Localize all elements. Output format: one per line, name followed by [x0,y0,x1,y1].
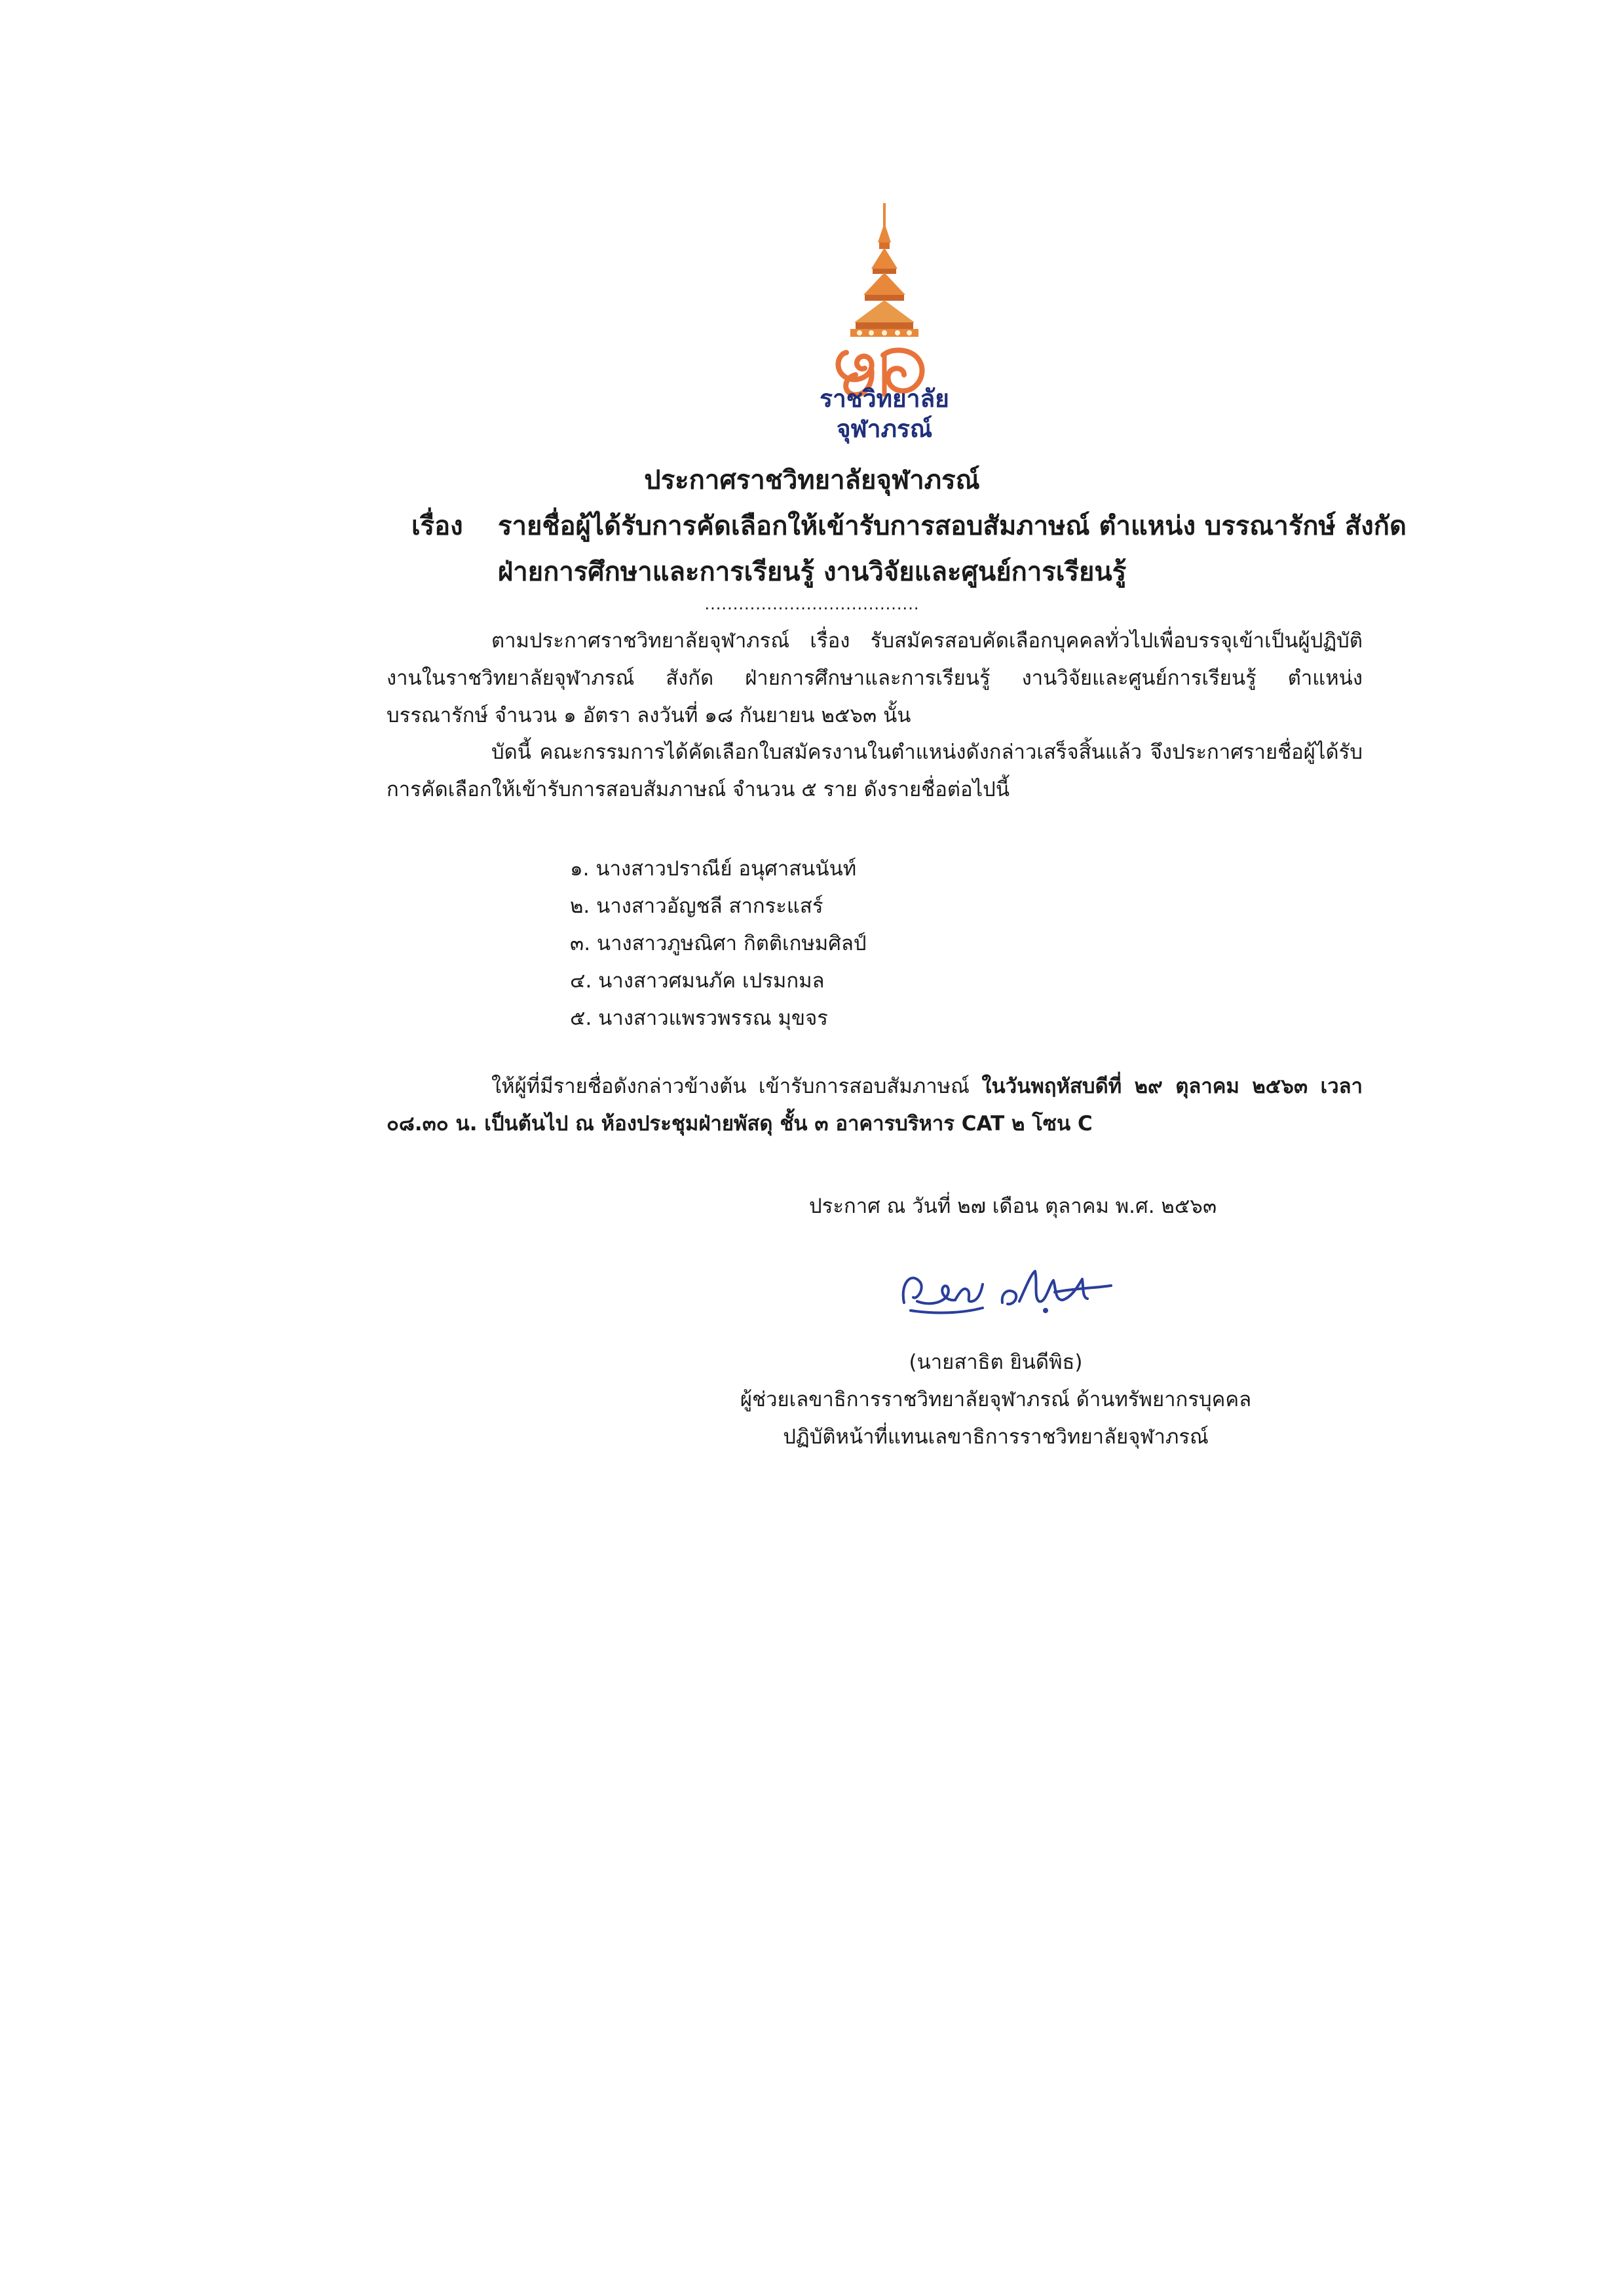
list-item: ๕. นางสาวแพรวพรรณ มุขจร [570,1006,828,1030]
announcement-date: ประกาศ ณ วันที่ ๒๗ เดือน ตุลาคม พ.ศ. ๒๕๖๓ [809,1195,1217,1218]
list-item: ๔. นางสาวศมนภัค เปรมกมล [570,969,825,993]
paragraph-result [387,734,1363,809]
paragraph-result-text: บัดนี้ คณะกรรมการได้คัดเลือกใบสมัครงานในตำแหน่งดังกล่าวเสร็จสิ้นแล้ว จึงประกาศรายชื่อผู้ได้รับการคัดเลือกให้เข้ารับการสอบสัมภาษณ์ จำนวน ๕ ราย ดังรายชื่อต่อไปนี้ [387,740,1363,801]
subject-label: เรื่อง [411,511,463,541]
logo-text-line1: ราชวิทยาลัย [820,385,949,413]
paragraph-interview-schedule [387,1068,1363,1143]
candidate-list [570,851,867,1037]
list-item: ๓. นางสาวภูษณิศา กิตติเกษมศิลป์ [570,932,867,955]
paragraph-interview-text: ให้ผู้ที่มีรายชื่อดังกล่าวข้างต้น เข้ารับการสอบสัมภาษณ์ [491,1075,982,1098]
paragraph-reference [387,622,1363,735]
list-item: ๒. นางสาวอัญชลี สากระแสร์ [570,894,823,918]
subject-line-1: รายชื่อผู้ได้รับการคัดเลือกให้เข้ารับการสอบสัมภาษณ์ ตำแหน่ง บรรณารักษ์ สังกัด [498,511,1407,541]
list-item: ๑. นางสาวปราณีย์ อนุศาสนนันท์ [570,857,857,881]
subject-line-2: ฝ่ายการศึกษาและการเรียนรู้ งานวิจัยและศูนย์การเรียนรู้ [497,557,1127,587]
dotted-separator: ...................................... [704,595,920,613]
logo-text-line2: จุฬาภรณ์ [836,415,933,443]
handwritten-signature [891,1245,1114,1330]
paragraph-reference-text: ตามประกาศราชวิทยาลัยจุฬาภรณ์ เรื่อง รับสมัครสอบคัดเลือกบุคคลทั่วไปเพื่อบรรจุเข้าเป็นผู้ปฏิบัติงานในราชวิทยาลัยจุฬาภรณ์ สังกัด ฝ่ายการศึกษาและการเรียนรู้ งานวิจัยและศูนย์การเรียนรู้ ตำแหน่ง บรรณารักษ์ จำนวน ๑ อัตรา ลงวันที่ ๑๘ กันยายน ๒๕๖๓ นั้น [387,629,1363,727]
announcement-title: ประกาศราชวิทยาลัยจุฬาภรณ์ [644,465,980,495]
signer-name: (นายสาธิต ยินดีพิธ) [909,1350,1083,1374]
signer-position-1: ผู้ช่วยเลขาธิการราชวิทยาลัยจุฬาภรณ์ ด้านทรัพยากรบุคคล [740,1388,1252,1411]
interview-datetime-location: ในวันพฤหัสบดีที่ ๒๙ ตุลาคม ๒๕๖๓ เวลา ๐๘.๓๐ น. เป็นต้นไป ณ ห้องประชุมฝ่ายพัสดุ ชั้น ๓ อาคารบริหาร CAT ๒ โซน C [387,1075,1363,1136]
signer-position-2: ปฏิบัติหน้าที่แทนเลขาธิการราชวิทยาลัยจุฬาภรณ์ [783,1425,1209,1449]
